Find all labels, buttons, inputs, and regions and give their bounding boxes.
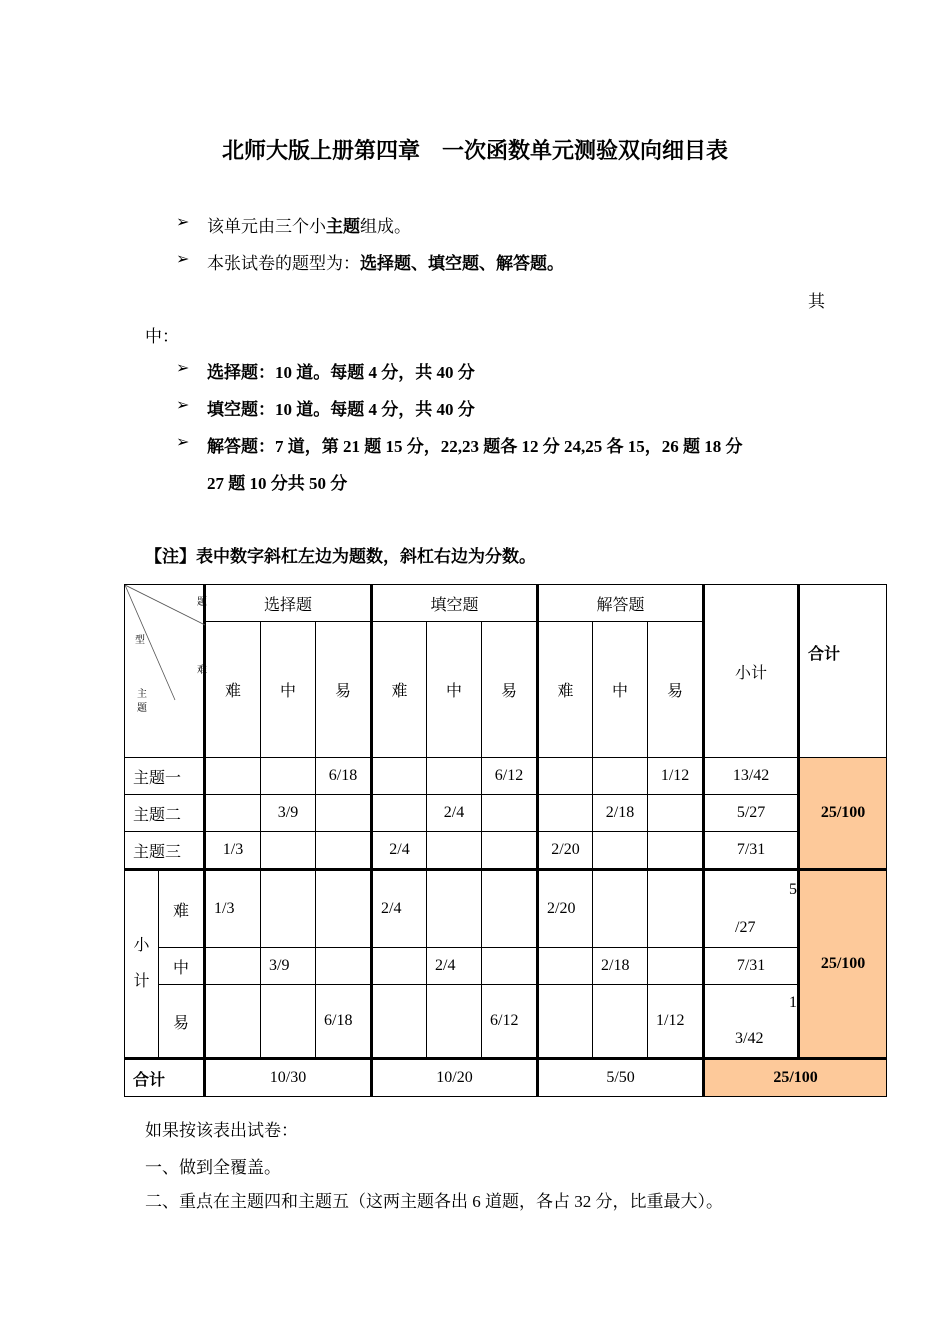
cell	[205, 985, 261, 1059]
page-title: 北师大版上册第四章 一次函数单元测验双向细目表	[221, 139, 728, 164]
subtotal-cell: 5/27	[704, 795, 799, 832]
cell	[372, 795, 427, 832]
cell	[482, 795, 538, 832]
diag-label: 难	[197, 665, 207, 676]
subtotal-cell: 7/31	[704, 832, 799, 870]
cell: 2/4	[372, 832, 427, 870]
cell: 6/18	[316, 758, 372, 795]
cell	[372, 758, 427, 795]
intro-qi: 其	[808, 292, 825, 311]
cell	[427, 832, 482, 870]
header-level: 中	[261, 622, 316, 758]
level-total: 25/100	[799, 870, 887, 1059]
cell	[316, 948, 372, 985]
diag-label: 主	[137, 689, 147, 700]
table-row	[125, 948, 887, 985]
cell	[648, 832, 704, 870]
table-row	[125, 1059, 887, 1097]
after-line-3: 二、重点在主题四和主题五（这两主题各出 6 道题，各占 32 分，比重最大）。	[145, 1192, 723, 1211]
cell: 2/4	[427, 948, 482, 985]
cell: 1/3	[205, 832, 261, 870]
cell	[648, 948, 704, 985]
topic-total: 25/100	[799, 758, 887, 870]
header-subtotal: 小计	[704, 585, 799, 758]
sum-cell: 5/50	[538, 1059, 704, 1097]
cell	[482, 870, 538, 948]
bullet-icon: ➢	[176, 214, 190, 231]
cell	[538, 758, 593, 795]
header-level: 中	[427, 622, 482, 758]
cell	[593, 985, 648, 1059]
cell	[427, 758, 482, 795]
level-name: 中	[159, 948, 205, 985]
note: 【注】表中数字斜杠左边为题数，斜杠右边为分数。	[145, 547, 536, 566]
subtotal-cell: 5 /27	[704, 870, 799, 948]
topic-name: 主题二	[125, 795, 205, 832]
cell	[316, 870, 372, 948]
sum-cell: 10/30	[205, 1059, 372, 1097]
cell: 6/12	[482, 985, 538, 1059]
after-line-1: 如果按该表出试卷：	[145, 1121, 298, 1140]
cell	[482, 832, 538, 870]
cell	[261, 832, 316, 870]
cell	[538, 948, 593, 985]
table-row	[125, 795, 887, 832]
cell	[261, 985, 316, 1059]
cell: 1/3	[205, 870, 261, 948]
cell	[538, 985, 593, 1059]
topic-name: 主题三	[125, 832, 205, 870]
cell	[593, 870, 648, 948]
cell	[261, 870, 316, 948]
cell	[593, 758, 648, 795]
table-row	[125, 985, 887, 1059]
spec-table	[124, 584, 887, 1097]
cell	[205, 758, 261, 795]
cell: 2/18	[593, 795, 648, 832]
cell	[372, 985, 427, 1059]
cell	[593, 832, 648, 870]
cell	[316, 795, 372, 832]
intro-zhong: 中：	[145, 327, 179, 346]
cell: 3/9	[261, 795, 316, 832]
diag-label: 题	[137, 703, 147, 714]
diag-label: 题	[197, 597, 207, 608]
sum-label: 合计	[125, 1059, 205, 1097]
cell: 2/4	[427, 795, 482, 832]
topic-name: 主题一	[125, 758, 205, 795]
table-row	[125, 870, 887, 948]
cell: 3/9	[261, 948, 316, 985]
after-line-2: 一、做到全覆盖。	[145, 1158, 281, 1177]
header-level: 中	[593, 622, 648, 758]
bullet-icon: ➢	[176, 360, 190, 377]
item-fill: 填空题：10 道。每题 4 分，共 40 分	[207, 400, 475, 419]
header-type: 解答题	[538, 585, 704, 622]
cell	[482, 948, 538, 985]
diagonal-lines	[125, 585, 205, 757]
cell	[427, 870, 482, 948]
cell	[316, 832, 372, 870]
xiaoji-label: 小 计	[125, 870, 159, 1059]
bullet-icon: ➢	[176, 397, 190, 414]
item-choice: 选择题：10 道。每题 4 分，共 40 分	[207, 363, 475, 382]
subtotal-cell: 1 3/42	[704, 985, 799, 1059]
header-level: 易	[482, 622, 538, 758]
cell	[538, 795, 593, 832]
sum-cell: 10/20	[372, 1059, 538, 1097]
header-type: 选择题	[205, 585, 372, 622]
cell	[261, 758, 316, 795]
intro-line-2: 本张试卷的题型为：选择题、填空题、解答题。	[207, 254, 564, 273]
header-type: 填空题	[372, 585, 538, 622]
cell: 1/12	[648, 985, 704, 1059]
item-solve-cont: 27 题 10 分共 50 分	[207, 474, 348, 493]
cell: 6/12	[482, 758, 538, 795]
cell: 2/4	[372, 870, 427, 948]
cell	[648, 870, 704, 948]
grand-total: 25/100	[704, 1059, 887, 1097]
bullet-icon: ➢	[176, 434, 190, 451]
cell: 2/20	[538, 832, 593, 870]
cell	[648, 795, 704, 832]
intro-line-1: 该单元由三个小主题组成。	[207, 217, 411, 236]
cell	[372, 948, 427, 985]
cell	[205, 948, 261, 985]
header-total: 合计	[799, 585, 887, 758]
subtotal-cell: 13/42	[704, 758, 799, 795]
table-row	[125, 832, 887, 870]
subtotal-cell: 7/31	[704, 948, 799, 985]
bullet-icon: ➢	[176, 251, 190, 268]
cell	[427, 985, 482, 1059]
header-level: 易	[316, 622, 372, 758]
diag-label: 型	[135, 635, 145, 646]
cell: 1/12	[648, 758, 704, 795]
level-name: 易	[159, 985, 205, 1059]
header-level: 难	[205, 622, 261, 758]
item-solve: 解答题：7 道，第 21 题 15 分，22,23 题各 12 分 24,25 各 15，26 题 18 分	[207, 437, 743, 456]
header-level: 难	[372, 622, 427, 758]
diagonal-header	[125, 585, 205, 758]
cell: 2/20	[538, 870, 593, 948]
level-name: 难	[159, 870, 205, 948]
cell: 2/18	[593, 948, 648, 985]
cell: 6/18	[316, 985, 372, 1059]
cell	[205, 795, 261, 832]
table-row	[125, 758, 887, 795]
header-level: 难	[538, 622, 593, 758]
header-level: 易	[648, 622, 704, 758]
